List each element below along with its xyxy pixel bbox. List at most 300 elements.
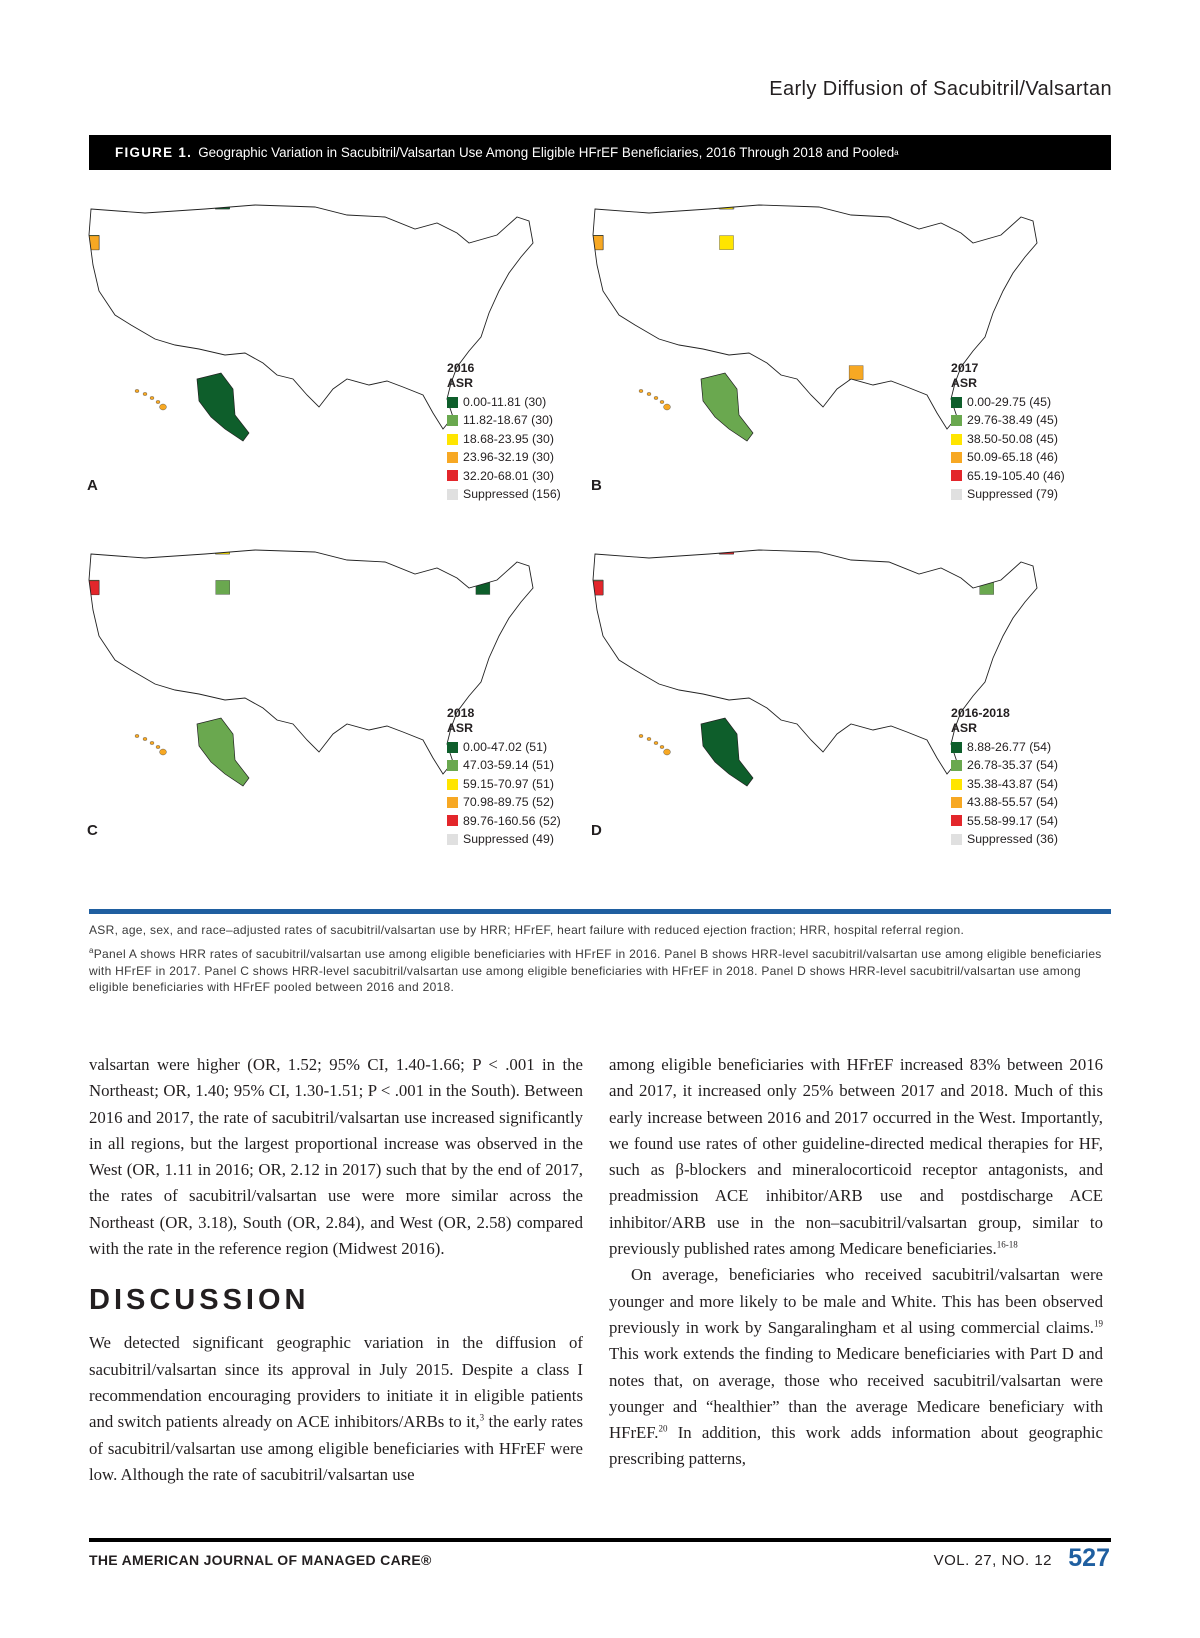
hawaii-island: [156, 745, 160, 748]
hrr-region: [589, 195, 603, 209]
map-panel-c: [85, 540, 595, 850]
hrr-region: [589, 540, 603, 554]
hrr-region: [589, 195, 603, 209]
hrr-region: [85, 195, 99, 209]
hrr-region: [85, 540, 99, 554]
hrr-region: [589, 195, 603, 209]
hrr-region: [475, 195, 489, 209]
hrr-region: [589, 540, 603, 554]
hrr-region: [589, 195, 603, 209]
hrr-region: [850, 540, 864, 554]
hrr-region: [589, 195, 603, 209]
hrr-region: [85, 540, 99, 554]
hrr-region: [85, 366, 99, 380]
hrr-region: [589, 540, 603, 554]
hrr-region: [590, 195, 604, 209]
hrr-region: [589, 540, 603, 554]
legend-swatch: [951, 797, 962, 808]
hrr-region: [85, 195, 99, 209]
hrr-region: [589, 195, 603, 209]
hrr-region: [85, 195, 99, 209]
hrr-region: [589, 195, 603, 209]
hrr-region: [589, 540, 603, 554]
hrr-region: [589, 540, 603, 554]
legend-swatch: [951, 779, 962, 790]
hrr-region: [589, 195, 603, 209]
hrr-region: [589, 195, 603, 209]
hrr-region: [589, 540, 603, 554]
hrr-region: [85, 195, 99, 209]
hrr-region: [86, 195, 100, 209]
hrr-region: [85, 195, 99, 209]
hrr-region: [589, 540, 603, 554]
hawaii-island: [143, 392, 147, 395]
hrr-region: [85, 540, 99, 554]
hrr-region: [85, 540, 99, 554]
hrr-region: [85, 195, 99, 209]
hrr-region: [589, 195, 603, 209]
legend-item: [951, 430, 1065, 448]
hrr-region: [85, 195, 99, 209]
hrr-region: [589, 540, 603, 554]
hawaii-island: [654, 396, 658, 399]
hrr-region: [85, 195, 99, 209]
hrr-region: [85, 195, 99, 209]
hrr-region: [85, 195, 99, 209]
hrr-region: [85, 540, 99, 554]
legend-label: 18.68-23.95 (30): [463, 431, 554, 446]
hrr-region: [589, 540, 603, 554]
hrr-region: [85, 540, 99, 554]
hrr-region: [589, 540, 603, 554]
hrr-region: [590, 540, 604, 554]
hrr-region: [85, 540, 99, 554]
hrr-region: [589, 540, 603, 554]
hrr-region: [589, 540, 603, 554]
hrr-region: [589, 540, 603, 554]
hrr-region: [85, 366, 99, 380]
hawaii-island: [135, 734, 139, 737]
hawaii-island: [647, 737, 651, 740]
hrr-region: [85, 540, 99, 554]
hrr-region: [589, 195, 603, 209]
hrr-region: [589, 540, 603, 554]
hrr-region: [589, 195, 603, 209]
left-paragraph-1: valsartan were higher (OR, 1.52; 95% CI, 1.40-1.66; P < .001 in the Northeast; OR, 1.40; 95% CI, 1.30-1.51; P < .001 in the South). Between 2016 and 2017, the rate of sacubitril/valsartan use increased significantly in all regions, but the largest proportional increase was observed in the West (OR, 1.11 in 2016; OR, 2.12 in 2017) such that by the end of 2017, the rates of sacubitril/valsartan use were more similar across the Northeast (OR, 3.18), South (OR, 2.84), and West (OR, 2.58) compared with the rate in the reference region (Midwest 2016).: [89, 1055, 583, 1259]
legend-label: Suppressed (36): [967, 832, 1058, 847]
hrr-region: [85, 540, 99, 554]
hrr-region: [85, 540, 99, 554]
hrr-region: [589, 195, 603, 209]
hrr-region: [589, 365, 603, 379]
hrr-region: [85, 195, 99, 209]
hrr-region: [85, 540, 99, 554]
hrr-region: [589, 581, 603, 595]
hrr-region: [589, 540, 603, 554]
hrr-region: [85, 540, 99, 554]
hrr-region: [589, 540, 603, 554]
hrr-region: [85, 540, 99, 554]
hrr-region: [85, 540, 99, 554]
hrr-region: [589, 540, 603, 554]
hrr-region: [85, 540, 99, 554]
hrr-region: [589, 710, 603, 724]
hrr-region: [85, 540, 99, 554]
hrr-region: [85, 540, 99, 554]
legend-measure: ASR: [447, 721, 473, 735]
left-p2-sup: 3: [479, 1412, 485, 1423]
hrr-region: [589, 540, 603, 554]
hrr-region: [85, 195, 99, 209]
hrr-region: [85, 711, 99, 725]
hrr-region: [589, 540, 603, 554]
hrr-region: [85, 195, 99, 209]
legend-swatch: [951, 489, 962, 500]
hrr-region: [589, 540, 603, 554]
hrr-region: [85, 540, 99, 554]
legend-label: 26.78-35.37 (54): [967, 758, 1058, 773]
hrr-region: [589, 195, 603, 209]
hrr-region: [85, 195, 99, 209]
legend-item: [951, 448, 1065, 466]
hrr-region: [589, 365, 603, 379]
hrr-region: [345, 540, 359, 554]
hrr-region: [589, 540, 603, 554]
hrr-region: [589, 195, 603, 209]
legend-item: [447, 756, 561, 774]
hrr-region: [85, 540, 99, 554]
hrr-region: [589, 540, 603, 554]
hrr-region: [589, 195, 603, 209]
hrr-region: [589, 540, 603, 554]
hrr-region: [849, 540, 863, 554]
hrr-region: [85, 195, 99, 209]
hrr-region: [589, 540, 603, 554]
hrr-region: [589, 195, 603, 209]
hrr-region: [85, 195, 99, 209]
hrr-region: [85, 195, 99, 209]
hrr-region: [85, 195, 99, 209]
hrr-region: [589, 195, 603, 209]
hrr-region: [85, 195, 99, 209]
hrr-region: [589, 195, 603, 209]
hrr-region: [589, 540, 603, 554]
hrr-region: [85, 540, 99, 554]
hrr-region: [589, 195, 603, 209]
legend-year: 2016-2018: [951, 706, 1010, 720]
hrr-region: [589, 195, 603, 209]
hrr-region: [589, 540, 603, 554]
hrr-region: [85, 540, 99, 554]
hrr-region: [85, 540, 99, 554]
hrr-region: [589, 540, 603, 554]
hrr-region: [86, 195, 100, 209]
hrr-region: [85, 540, 99, 554]
hrr-region: [589, 540, 603, 554]
hrr-region: [589, 365, 603, 379]
hrr-region: [476, 195, 490, 209]
hrr-region: [589, 540, 603, 554]
legend-swatch: [447, 834, 458, 845]
hrr-region: [589, 540, 603, 554]
hrr-region: [589, 540, 603, 554]
hrr-region: [85, 195, 99, 209]
hrr-region: [346, 195, 360, 209]
hrr-region: [85, 540, 99, 554]
hrr-region: [85, 195, 99, 209]
right-p1-text: among eligible beneficiaries with HFrEF increased 83% between 2016 and 2017, it increased only 25% between 2017 and 2018. Much of this early increase between 2016 and 2017 occurred in the West. Importantly, we found use rates of other guideline-directed medical therapies for HF, such as β-blockers and mineralocorticoid receptor antagonists, and preadmission ACE inhibitor/ARB use and postdischarge ACE inhibitor/ARB use in the non–sacubitril/valsartan group, similar to previously published rates among Medicare beneficiaries.: [609, 1055, 1103, 1259]
hrr-region: [589, 365, 603, 379]
hrr-region: [589, 195, 603, 209]
hrr-region: [589, 195, 603, 209]
hrr-region: [589, 540, 603, 554]
hrr-region: [589, 540, 603, 554]
hrr-region: [589, 540, 603, 554]
hrr-region: [85, 581, 99, 595]
hrr-region: [589, 540, 603, 554]
hrr-region: [589, 195, 603, 209]
hrr-region: [589, 195, 603, 209]
hrr-region: [346, 195, 360, 209]
hrr-region: [589, 195, 603, 209]
hrr-region: [85, 540, 99, 554]
hrr-region: [85, 195, 99, 209]
hrr-region: [589, 195, 603, 209]
hrr-region: [85, 195, 99, 209]
hrr-region: [345, 540, 359, 554]
hrr-region: [85, 540, 99, 554]
hrr-region: [589, 195, 603, 209]
discussion-heading: DISCUSSION: [89, 1284, 310, 1317]
hrr-region: [85, 540, 99, 554]
hrr-region: [589, 540, 603, 554]
hrr-region: [589, 540, 603, 554]
hrr-region: [85, 195, 99, 209]
hrr-region: [85, 365, 99, 379]
hrr-region: [589, 195, 603, 209]
hrr-region: [589, 195, 603, 209]
hrr-region: [589, 540, 603, 554]
hrr-region: [85, 711, 99, 725]
hrr-region: [589, 195, 603, 209]
hrr-region: [589, 540, 603, 554]
hrr-region: [589, 540, 603, 554]
hrr-region: [589, 195, 603, 209]
hrr-region: [85, 540, 99, 554]
hrr-region: [85, 195, 99, 209]
hrr-region: [589, 195, 603, 209]
hrr-region: [85, 540, 99, 554]
hrr-region: [85, 195, 99, 209]
hrr-region: [85, 540, 99, 554]
hrr-region: [589, 195, 603, 209]
hrr-region: [589, 540, 603, 554]
hrr-region: [589, 540, 603, 554]
hrr-region: [589, 195, 603, 209]
legend-year: 2017: [951, 361, 979, 375]
hawaii-island: [135, 389, 139, 392]
hrr-region: [85, 540, 99, 554]
hrr-region: [589, 540, 603, 554]
footer-journal: THE AMERICAN JOURNAL OF MANAGED CARE®: [89, 1552, 432, 1568]
hrr-region: [589, 195, 603, 209]
legend-swatch: [447, 760, 458, 771]
hrr-region: [85, 540, 99, 554]
hrr-region: [85, 195, 99, 209]
hrr-region: [589, 195, 603, 209]
legend-label: Suppressed (156): [463, 487, 561, 502]
hrr-region: [850, 195, 864, 209]
hrr-region: [85, 195, 99, 209]
hrr-region: [85, 540, 99, 554]
hrr-region: [589, 195, 603, 209]
hrr-region: [589, 540, 603, 554]
hrr-region: [85, 195, 99, 209]
hrr-region: [85, 711, 99, 725]
hrr-region: [589, 195, 603, 209]
hrr-region: [589, 195, 603, 209]
hrr-region: [589, 195, 603, 209]
hrr-region: [85, 195, 99, 209]
hrr-region: [85, 540, 99, 554]
hrr-region: [589, 540, 603, 554]
hrr-region: [589, 540, 603, 554]
hrr-region: [589, 195, 603, 209]
hrr-region: [85, 540, 99, 554]
hrr-region: [589, 540, 603, 554]
hrr-region: [589, 195, 603, 209]
hrr-region: [589, 195, 603, 209]
hrr-region: [85, 195, 99, 209]
hrr-region: [85, 540, 99, 554]
hrr-region: [85, 195, 99, 209]
hrr-region: [589, 195, 603, 209]
hrr-region: [589, 195, 603, 209]
hrr-region: [85, 540, 99, 554]
right-paragraph-2: [609, 1262, 1103, 1472]
hrr-region: [85, 540, 99, 554]
hrr-region: [589, 540, 603, 554]
hrr-region: [589, 195, 603, 209]
hrr-region: [85, 195, 99, 209]
hrr-region: [589, 540, 603, 554]
hrr-region: [85, 195, 99, 209]
hrr-region: [85, 195, 99, 209]
hrr-region: [85, 195, 99, 209]
hrr-region: [85, 195, 99, 209]
map-legend: [951, 361, 1065, 503]
legend-item: [951, 756, 1058, 774]
hrr-region: [85, 540, 99, 554]
hrr-region: [85, 540, 99, 554]
hrr-region: [589, 540, 603, 554]
hrr-region: [85, 365, 99, 379]
hrr-region: [589, 540, 603, 554]
hrr-region: [85, 195, 99, 209]
hrr-region: [85, 540, 99, 554]
hrr-region: [85, 195, 99, 209]
hrr-region: [589, 195, 603, 209]
legend-label: 50.09-65.18 (46): [967, 450, 1058, 465]
hrr-region: [589, 540, 603, 554]
hrr-region: [589, 540, 603, 554]
hrr-region: [85, 195, 99, 209]
hrr-region: [589, 195, 603, 209]
hrr-region: [85, 540, 99, 554]
hrr-region: [589, 540, 603, 554]
hrr-region: [85, 540, 99, 554]
hrr-region: [589, 540, 603, 554]
hrr-region: [85, 195, 99, 209]
hrr-region: [589, 195, 603, 209]
hrr-region: [589, 540, 603, 554]
hrr-region: [589, 540, 603, 554]
hrr-region: [475, 195, 489, 209]
hrr-region: [85, 540, 99, 554]
hrr-region: [85, 195, 99, 209]
hrr-region: [85, 195, 99, 209]
hrr-region: [589, 540, 603, 554]
hrr-region: [85, 366, 99, 380]
hrr-region: [589, 195, 603, 209]
hrr-region: [85, 540, 99, 554]
hrr-region: [85, 195, 99, 209]
hrr-region: [85, 195, 99, 209]
hawaii-island: [150, 741, 154, 744]
hrr-region: [589, 540, 603, 554]
hrr-region: [85, 195, 99, 209]
hrr-region: [589, 540, 603, 554]
hrr-region: [589, 540, 603, 554]
hrr-region: [589, 366, 603, 380]
hrr-region: [589, 540, 603, 554]
hrr-region: [85, 195, 99, 209]
hrr-region: [850, 195, 864, 209]
hrr-region: [849, 540, 863, 554]
hrr-region: [85, 710, 99, 724]
caption-note-sup: a: [89, 946, 94, 955]
hrr-region: [589, 540, 603, 554]
hrr-region: [589, 540, 603, 554]
hrr-region: [85, 195, 99, 209]
hrr-region: [85, 540, 99, 554]
hrr-region: [85, 540, 99, 554]
hrr-region: [85, 540, 99, 554]
hrr-region: [85, 195, 99, 209]
caption-note: [89, 943, 1111, 996]
hrr-region: [589, 195, 603, 209]
hrr-region: [589, 540, 603, 554]
hrr-region: [85, 540, 99, 554]
alaska-shape: [197, 373, 249, 441]
hrr-region: [85, 710, 99, 724]
hrr-region: [85, 540, 99, 554]
hrr-region: [85, 540, 99, 554]
hrr-region: [85, 540, 99, 554]
legend-label: 38.50-50.08 (45): [967, 431, 1058, 446]
legend-label: 35.38-43.87 (54): [967, 776, 1058, 791]
hrr-region: [216, 580, 230, 594]
hrr-region: [589, 195, 603, 209]
hrr-region: [85, 540, 99, 554]
hrr-region: [589, 195, 603, 209]
hrr-region: [85, 540, 99, 554]
hrr-region: [85, 540, 99, 554]
hrr-region: [85, 195, 99, 209]
hrr-region: [85, 540, 99, 554]
hrr-region: [589, 540, 603, 554]
hrr-region: [85, 540, 99, 554]
